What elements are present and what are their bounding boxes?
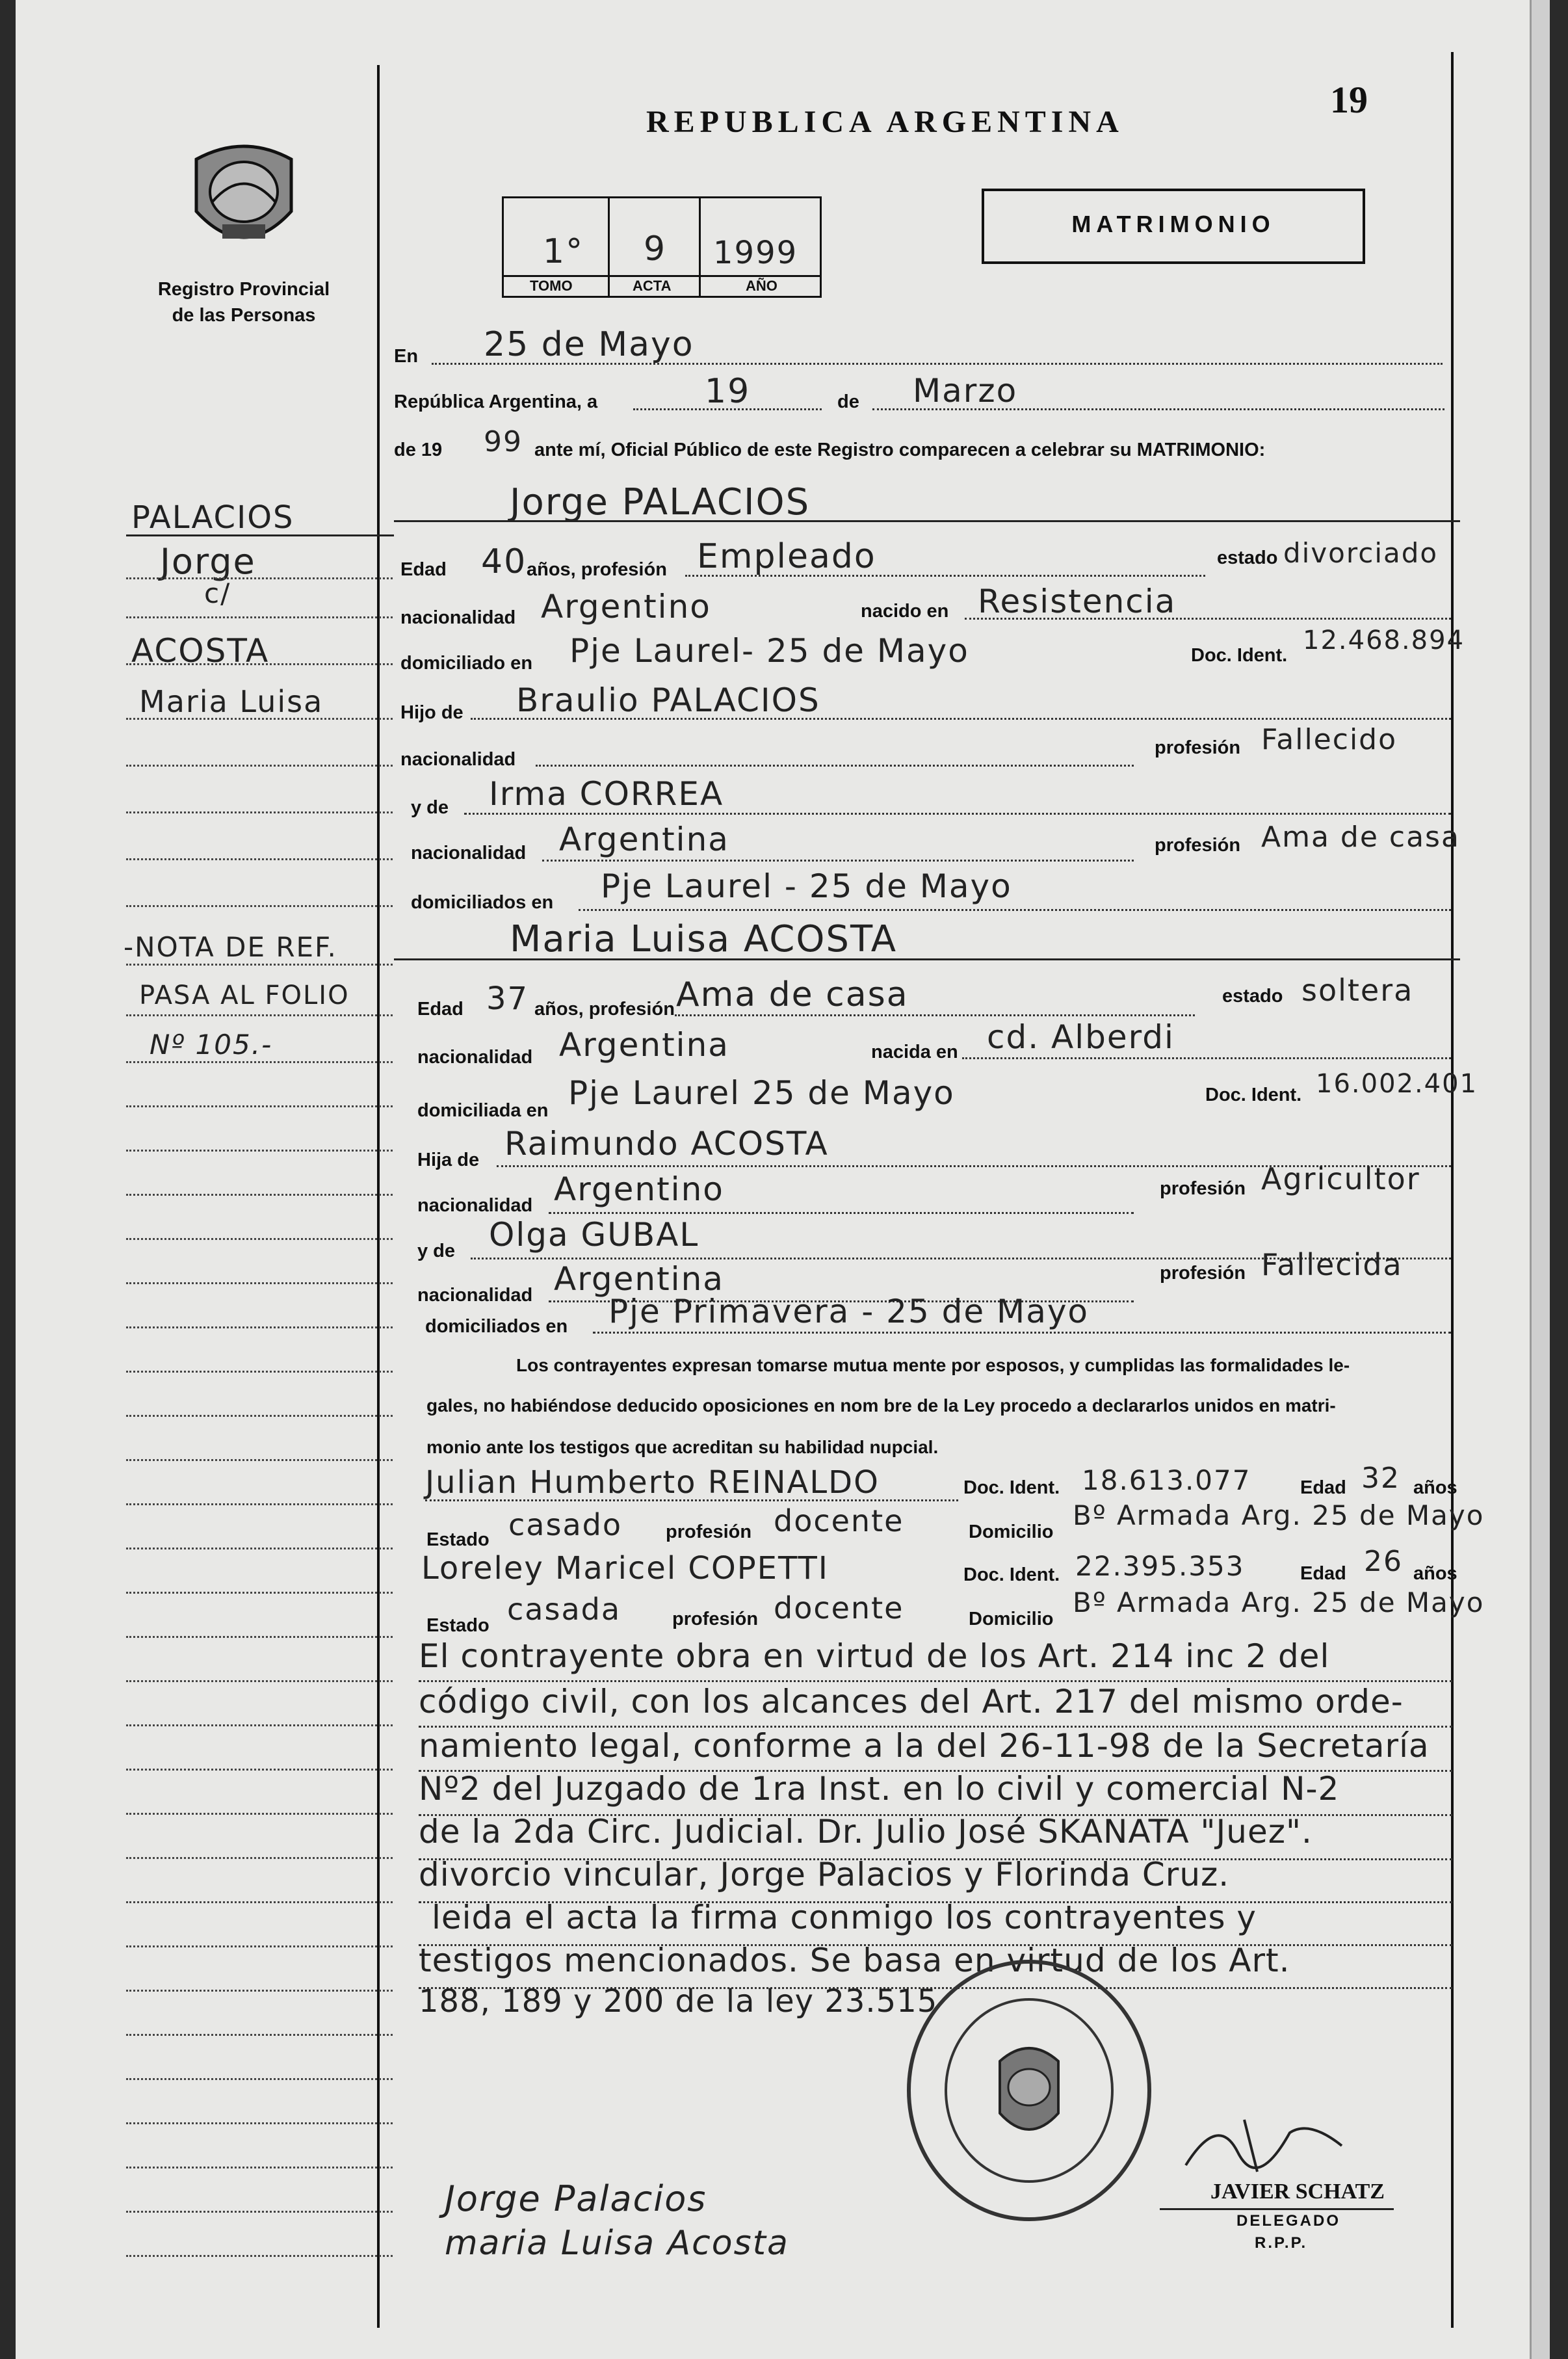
- groom-nationality: Argentino: [541, 588, 711, 626]
- record-type-box: [982, 189, 1365, 264]
- margin-groom-surname: PALACIOS: [131, 499, 294, 536]
- year-prefix: de 19: [394, 440, 443, 460]
- margin-note-line2: PASA AL FOLIO: [139, 981, 350, 1010]
- registry-name: Registro Provincial de las Personas: [157, 279, 330, 326]
- witness1-dom-label: Domicilio: [969, 1522, 1054, 1542]
- note-line: divorcio vincular, Jorge Palacios y Florinda Cruz.: [419, 1856, 1230, 1893]
- country-header: REPUBLICA ARGENTINA: [646, 105, 1124, 139]
- officer-signature-icon: [1179, 2107, 1348, 2185]
- groom-father: Braulio PALACIOS: [516, 681, 820, 719]
- witness1-estado: casado: [508, 1507, 622, 1542]
- bride-father-prof-label: profesión: [1160, 1178, 1246, 1199]
- bride-anos-prof-label: años, profesión: [534, 999, 675, 1020]
- bride-hija-label: Hija de: [417, 1150, 480, 1170]
- bride-yde-label: y de: [417, 1241, 456, 1261]
- note-line: leida el acta la firma conmigo los contrayentes y: [432, 1899, 1257, 1936]
- right-margin-rule: [1451, 52, 1454, 2328]
- bride-age: 37: [486, 981, 529, 1017]
- bride-mother-nationality: Argentina: [554, 1260, 724, 1298]
- record-type: MATRIMONIO: [1071, 211, 1275, 237]
- bride-doc-label: Doc. Ident.: [1205, 1085, 1302, 1105]
- bride-name: Maria Luisa ACOSTA: [510, 918, 898, 960]
- witness1-prof-label: profesión: [666, 1522, 752, 1542]
- witness2-edad-label: Edad: [1300, 1563, 1346, 1584]
- month: Marzo: [913, 372, 1018, 410]
- witness2-doc: 22.395.353: [1075, 1550, 1245, 1582]
- bride-domicile: Pje Laurel 25 de Mayo: [568, 1074, 955, 1112]
- margin-bride-given: Maria Luisa: [139, 684, 324, 719]
- witness2-anos-label: años: [1413, 1563, 1457, 1584]
- groom-mother-profession: Ama de casa: [1261, 821, 1460, 854]
- ano-value: 1999: [713, 235, 798, 271]
- note-line: de la 2da Circ. Judicial. Dr. Julio José SKANATA "Juez".: [419, 1813, 1313, 1851]
- margin-groom-given: Jorge: [160, 541, 256, 582]
- groom-doc-label: Doc. Ident.: [1191, 645, 1288, 666]
- bride-birthplace: cd. Alberdi: [987, 1018, 1175, 1056]
- bride-edad-label: Edad: [417, 999, 464, 1020]
- groom-birthplace: Resistencia: [978, 583, 1177, 620]
- bride-mother-profession: Fallecida: [1261, 1247, 1403, 1282]
- republic-label: República Argentina, a: [394, 391, 598, 412]
- acta-value: 9: [644, 230, 667, 269]
- acta-label: ACTA: [633, 278, 672, 294]
- bride-doc: 16.002.401: [1316, 1069, 1478, 1099]
- groom-dom-label: domiciliado en: [400, 653, 533, 674]
- groom-name: Jorge PALACIOS: [510, 481, 811, 523]
- note-line: 188, 189 y 200 de la ley 23.515: [419, 1983, 938, 2020]
- bride-nac-label: nacionalidad: [417, 1047, 533, 1068]
- officer-name: JAVIER SCHATZ: [1210, 2180, 1385, 2204]
- margin-note-line3: Nº 105.-: [150, 1029, 273, 1061]
- witness1-doc-label: Doc. Ident.: [963, 1477, 1060, 1498]
- bride-signature: maria Luisa Acosta: [445, 2224, 789, 2263]
- declaration-line1: Los contrayentes expresan tomarse mutua mente por esposos, y cumplidas las formalidades le-: [516, 1355, 1350, 1375]
- witness2-doc-label: Doc. Ident.: [963, 1564, 1060, 1585]
- witness2-domicile: Bº Armada Arg. 25 de Mayo: [1073, 1587, 1485, 1618]
- groom-father-nac-label: nacionalidad: [400, 749, 516, 770]
- day: 19: [705, 372, 751, 411]
- groom-estado: divorciado: [1283, 537, 1439, 569]
- witness1-anos-label: años: [1413, 1477, 1457, 1498]
- declaration-line2: gales, no habiéndose deducido oposiciones en nom bre de la Ley procedo a declararlos unidos en matri-: [426, 1395, 1336, 1416]
- en-label: En: [394, 346, 419, 367]
- ano-label: AÑO: [746, 278, 777, 294]
- witness1-profession: docente: [774, 1503, 904, 1538]
- groom-profession: Empleado: [697, 537, 876, 576]
- bride-dom-label: domiciliada en: [417, 1100, 549, 1121]
- left-margin-rule: [377, 65, 380, 2328]
- groom-nac-label: nacionalidad: [400, 607, 516, 628]
- witness1-name: Julian Humberto REINALDO: [425, 1464, 880, 1501]
- bride-father: Raimundo ACOSTA: [504, 1125, 829, 1163]
- groom-mother-nac-label: nacionalidad: [411, 843, 527, 863]
- note-line: El contrayente obra en virtud de los Art. 214 inc 2 del: [419, 1637, 1330, 1675]
- groom-signature: Jorge Palacios: [445, 2178, 707, 2219]
- groom-hijo-label: Hijo de: [400, 702, 464, 723]
- witness2-age: 26: [1364, 1545, 1403, 1578]
- book-spine: [1530, 0, 1550, 2359]
- witness1-domicile: Bº Armada Arg. 25 de Mayo: [1073, 1499, 1485, 1531]
- bride-estado: soltera: [1301, 973, 1414, 1008]
- intro-statement: ante mí, Oficial Público de este Registro comparecen a celebrar su MATRIMONIO:: [534, 440, 1266, 460]
- tomo-label: TOMO: [530, 278, 573, 294]
- bride-parents-domicile: Pje Primavera - 25 de Mayo: [608, 1293, 1090, 1330]
- de-label: de: [837, 391, 859, 412]
- margin-bride-surname: ACOSTA: [131, 632, 270, 670]
- bride-estado-label: estado: [1222, 986, 1283, 1007]
- groom-nacido-label: nacido en: [861, 601, 949, 622]
- bride-mother-prof-label: profesión: [1160, 1263, 1246, 1284]
- province-coat-of-arms-icon: [183, 140, 304, 256]
- groom-mother-nationality: Argentina: [559, 821, 729, 858]
- note-line: código civil, con los alcances del Art. 217 del mismo orde-: [419, 1683, 1404, 1720]
- bride-mother: Olga GUBAL: [489, 1216, 699, 1254]
- groom-estado-label: estado: [1217, 547, 1278, 568]
- groom-age: 40: [481, 542, 527, 581]
- witness1-doc: 18.613.077: [1082, 1464, 1251, 1496]
- groom-mother-prof-label: profesión: [1155, 835, 1241, 856]
- bride-father-nationality: Argentino: [554, 1170, 724, 1208]
- bride-father-profession: Agricultor: [1261, 1161, 1420, 1196]
- place: 25 de Mayo: [484, 325, 694, 364]
- declaration-line3: monio ante los testigos que acreditan su habilidad nupcial.: [426, 1437, 939, 1457]
- bride-profession: Ama de casa: [676, 975, 909, 1014]
- note-line: Nº2 del Juzgado de 1ra Inst. en lo civil y comercial N-2: [419, 1770, 1340, 1808]
- groom-parents-dom-label: domiciliados en: [411, 892, 554, 913]
- bride-nationality: Argentina: [559, 1026, 729, 1064]
- year-suffix: 99: [484, 425, 523, 458]
- groom-father-prof-label: profesión: [1155, 737, 1241, 758]
- bride-parents-dom-label: domiciliados en: [425, 1316, 568, 1337]
- witness1-estado-label: Estado: [426, 1529, 490, 1550]
- groom-domicile: Pje Laurel- 25 de Mayo: [569, 632, 969, 670]
- note-line: namiento legal, conforme a la del 26-11-98 de la Secretaría: [419, 1727, 1430, 1765]
- witness2-estado: casada: [507, 1592, 621, 1627]
- page-number: 19: [1330, 79, 1368, 121]
- official-stamp-icon: [902, 1957, 1156, 2224]
- witness1-age: 32: [1361, 1462, 1400, 1495]
- record-number-box: [502, 196, 822, 298]
- groom-edad-label: Edad: [400, 559, 447, 580]
- witness2-prof-label: profesión: [672, 1609, 759, 1629]
- groom-doc: 12.468.894: [1303, 626, 1465, 655]
- register-page: [16, 0, 1550, 2359]
- groom-mother: Irma CORREA: [489, 775, 724, 813]
- officer-org: R.P.P.: [1255, 2234, 1308, 2252]
- note-line: testigos mencionados. Se basa en virtud de los Art.: [419, 1942, 1290, 1979]
- margin-note-title: -NOTA DE REF.: [124, 931, 337, 963]
- witness1-edad-label: Edad: [1300, 1477, 1346, 1498]
- witness2-name: Loreley Maricel COPETTI: [421, 1550, 829, 1587]
- bride-mother-nac-label: nacionalidad: [417, 1285, 533, 1306]
- groom-father-profession: Fallecido: [1261, 723, 1398, 756]
- witness2-profession: docente: [774, 1590, 904, 1626]
- officer-title: DELEGADO: [1236, 2212, 1341, 2230]
- witness2-dom-label: Domicilio: [969, 1609, 1054, 1629]
- bride-father-nac-label: nacionalidad: [417, 1195, 533, 1216]
- witness2-estado-label: Estado: [426, 1615, 490, 1636]
- margin-connector: c/: [204, 577, 231, 609]
- groom-parents-domicile: Pje Laurel - 25 de Mayo: [601, 867, 1012, 905]
- groom-yde-label: y de: [411, 797, 449, 818]
- tomo-value: 1°: [543, 232, 584, 271]
- bride-nacida-label: nacida en: [871, 1042, 958, 1062]
- groom-anos-prof-label: años, profesión: [527, 559, 667, 580]
